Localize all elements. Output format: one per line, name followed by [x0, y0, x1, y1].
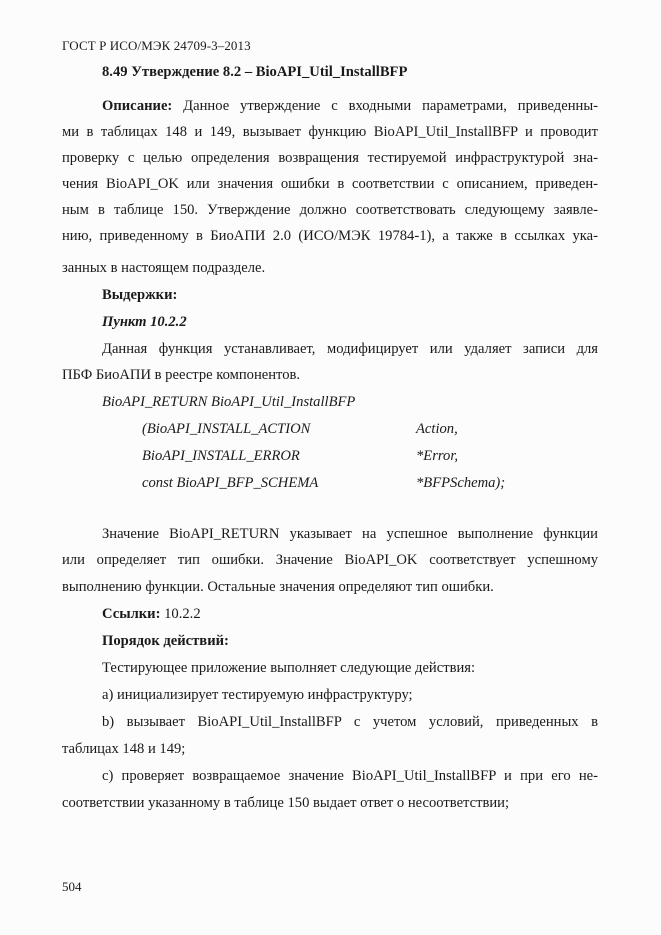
return-line-3: выполнению функции. Остальные значения определяют тип ошибки. [62, 579, 494, 595]
description-line-3: проверку с целью определения возвращения тестируемой инфраструктурой зна- [62, 150, 598, 166]
param-name-2: *Error, [416, 448, 459, 464]
step-c [62, 767, 598, 785]
param-type-3: const BioAPI_BFP_SCHEMA [142, 475, 319, 491]
description-line-6: нию, приведенному в БиоАПИ 2.0 (ИСО/МЭК 19784-1), а также в ссылках ука- [62, 228, 598, 244]
references-line [102, 605, 201, 623]
step-a: а) инициализирует тестируемую инфраструктуру; [102, 687, 413, 703]
description-paragraph [62, 97, 598, 253]
procedure-label: Порядок действий: [102, 633, 229, 649]
clause-line-2: ПБФ БиоАПИ в реестре компонентов. [62, 367, 301, 383]
param-type-2: BioAPI_INSTALL_ERROR [142, 448, 300, 464]
return-line-2: или определяет тип ошибки. Значение BioAPI_OK соответствует успешному [62, 552, 598, 568]
excerpts-label: Выдержки: [102, 287, 178, 303]
clause-line-1: Данная функция устанавливает, модифицирует или удаляет записи для [102, 341, 598, 357]
param-name-3: *BFPSchema); [416, 475, 506, 491]
description-line-7: занных в настоящем подразделе. [62, 260, 266, 276]
references-value: 10.2.2 [164, 606, 201, 622]
return-line-1: Значение BioAPI_RETURN указывает на успешное выполнение функции [102, 526, 598, 542]
step-b-line-1: b) вызывает BioAPI_Util_InstallBFP с учетом условий, приведенных в [102, 714, 598, 730]
section-title: 8.49 Утверждение 8.2 – BioAPI_Util_InstallBFP [102, 64, 408, 80]
references-label: Ссылки: [102, 606, 161, 622]
param-name-1: Action, [416, 421, 458, 437]
description-label: Описание: [102, 98, 173, 114]
description-line-4: чения BioAPI_OK или значения ошибки в соответствии с описанием, приведен- [62, 176, 598, 192]
clause-text [62, 340, 598, 358]
step-b-line-2: таблицах 148 и 149; [62, 741, 186, 757]
param-type-1: (BioAPI_INSTALL_ACTION [142, 421, 311, 437]
description-line-5: ным в таблице 150. Утверждение должно соответствовать следующему заявле- [62, 202, 598, 218]
clause-label: Пункт 10.2.2 [102, 314, 187, 330]
step-c-line-2: соответствии указанному в таблице 150 выдает ответ о несоответствии; [62, 795, 510, 811]
return-paragraph [62, 525, 598, 569]
description-line-2: ми в таблицах 148 и 149, вызывает функцию BioAPI_Util_InstallBFP и проводит [62, 124, 598, 140]
document-header: ГОСТ Р ИСО/МЭК 24709-3–2013 [62, 38, 251, 53]
step-b [62, 713, 598, 731]
procedure-intro: Тестирующее приложение выполняет следующие действия: [102, 660, 476, 676]
step-c-line-1: с) проверяет возвращаемое значение BioAPI_Util_InstallBFP и при его не- [102, 768, 598, 784]
code-signature: BioAPI_RETURN BioAPI_Util_InstallBFP [102, 394, 356, 410]
description-line-1: Описание: Данное утверждение с входными параметрами, приведенны- [102, 98, 598, 114]
page-number: 504 [62, 879, 82, 894]
